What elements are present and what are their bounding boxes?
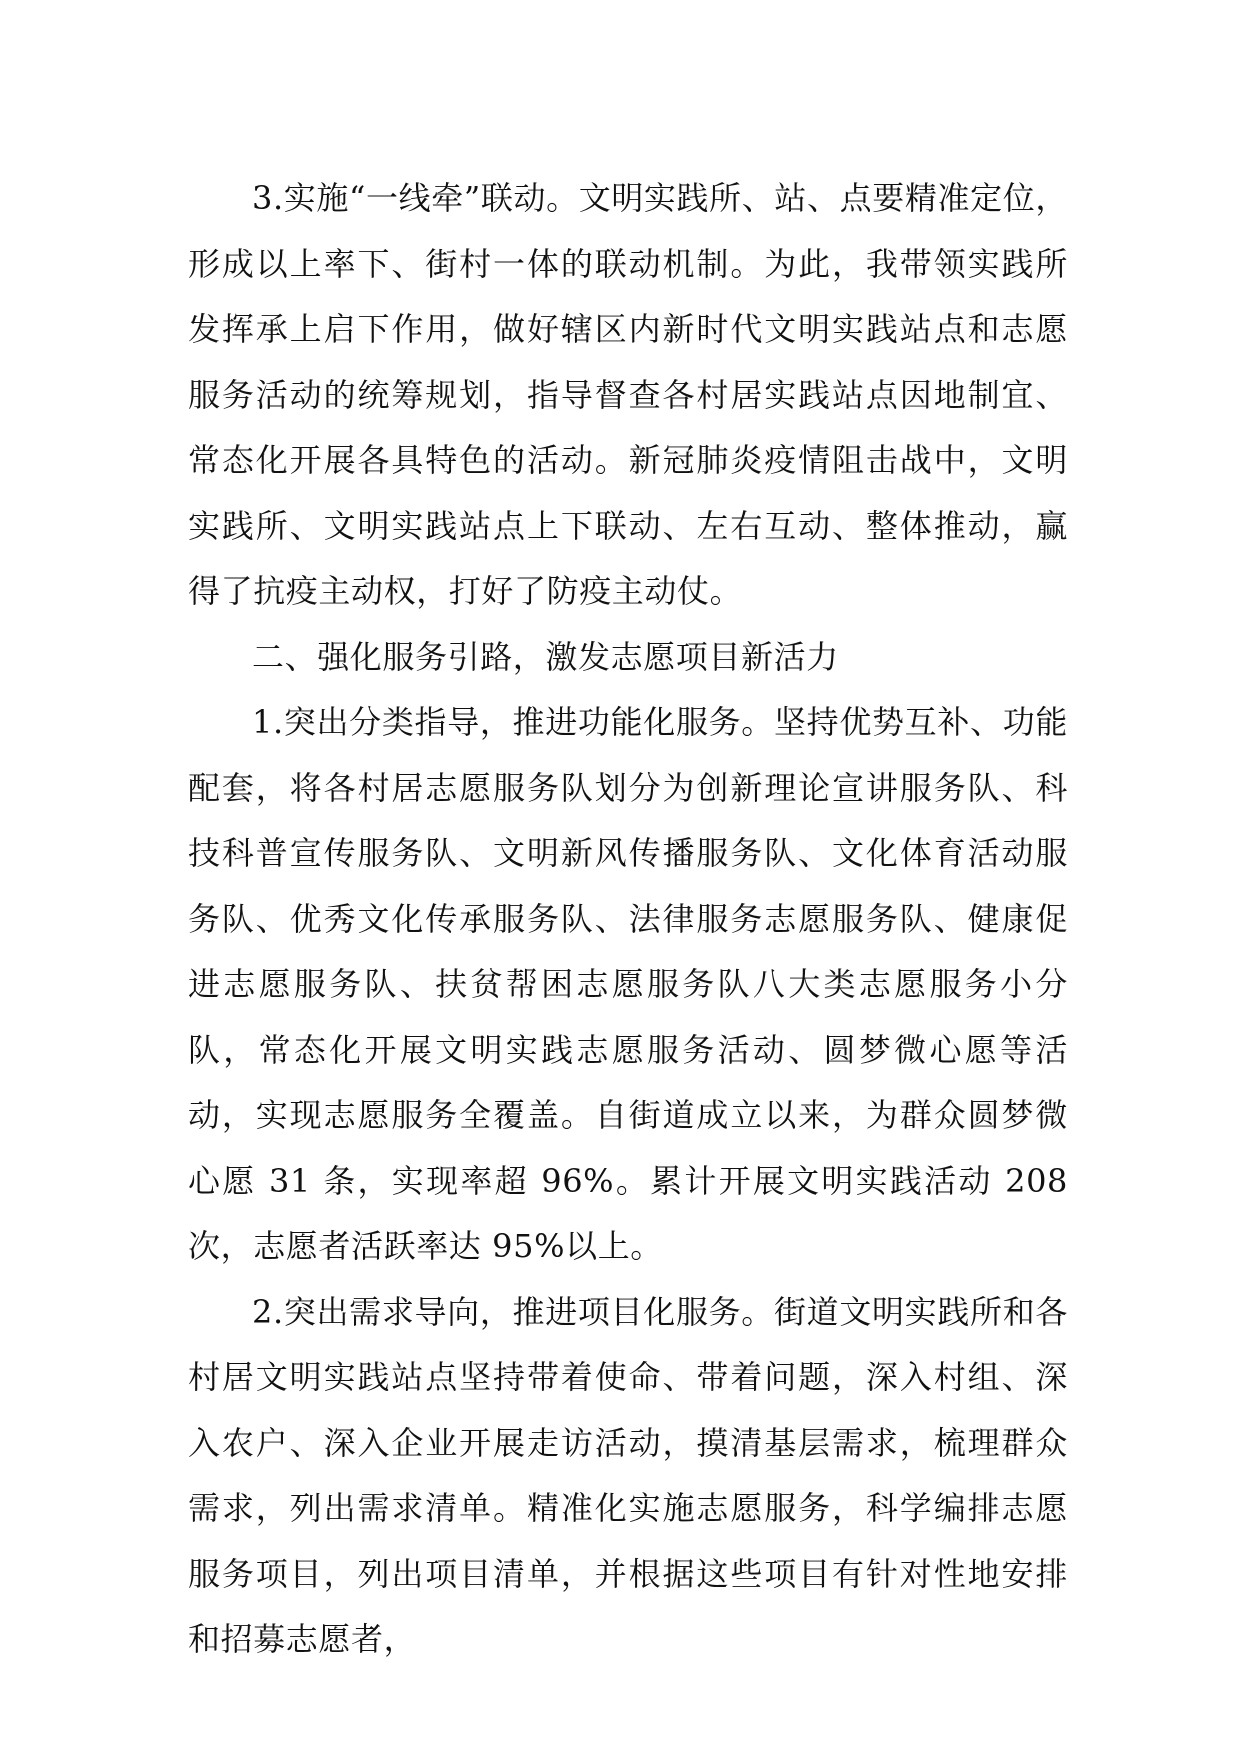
section-heading-service: 二、强化服务引路，激发志愿项目新活力 xyxy=(252,637,839,676)
paragraph-linkage: 3.实施“一线牵”联动。文明实践所、站、点要精准定位，形成以上率下、街村一体的联动机制。为此，我带领实践所发挥承上启下作用，做好辖区内新时代文明实践站点和志愿服务活动的统筹规划，指导督查各村居实践站点因地制宜、常态化开展各具特色的活动。新冠肺炎疫情阻击战中，文明实践所、文明实践站点上下联动、左右互动、整体推动，赢得了抗疫主动权，打好了防疫主动仗。 xyxy=(188,179,1068,610)
paragraph-demand-oriented: 2.突出需求导向，推进项目化服务。街道文明实践所和各村居文明实践站点坚持带着使命、带着问题，深入村组、深入农户、深入企业开展走访活动，摸清基层需求，梳理群众需求，列出需求清单。精准化实施志愿服务，科学编排志愿服务项目，列出项目清单，并根据这些项目有针对性地安排和招募志愿者， xyxy=(188,1292,1068,1658)
document-body xyxy=(188,166,1068,1673)
paragraph-classified-guidance: 1.突出分类指导，推进功能化服务。坚持优势互补、功能配套，将各村居志愿服务队划分为创新理论宣讲服务队、科技科普宣传服务队、文明新风传播服务队、文化体育活动服务队、优秀文化传承服务队、法律服务志愿服务队、健康促进志愿服务队、扶贫帮困志愿服务队八大类志愿服务小分队，常态化开展文明实践志愿服务活动、圆梦微心愿等活动，实现志愿服务全覆盖。自街道成立以来，为群众圆梦微心愿 31 条，实现率超 96%。累计开展文明实践活动 208 次，志愿者活跃率达 95%以上。 xyxy=(188,703,1068,1265)
